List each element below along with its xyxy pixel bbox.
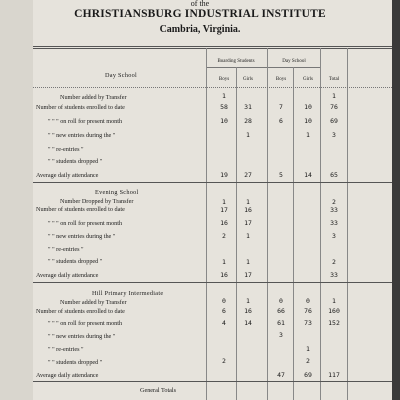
day-school-title: Day School [105, 72, 138, 79]
boarding-students-header: Boarding Students [217, 59, 255, 64]
cell: 2 [332, 198, 336, 206]
cell: 3 [279, 331, 283, 339]
cell: 76 [330, 103, 338, 111]
col-line [206, 48, 207, 400]
row-label: Average daily attendance [36, 372, 99, 379]
row-label: Average daily attendance [36, 272, 99, 279]
cell: 17 [244, 271, 252, 279]
cell: 16 [220, 271, 228, 279]
hill-primary-title: Hill Primary Intermediate [92, 290, 164, 297]
cell: 69 [304, 371, 312, 379]
col-boys-boarding: Boys [218, 77, 230, 82]
cell: 33 [330, 206, 338, 214]
row-label: " " " on roll for present month [48, 320, 123, 327]
cell: 3 [332, 131, 336, 139]
cell: 152 [328, 319, 340, 327]
col-girls-boarding: Girls [243, 77, 253, 82]
page-left-margin [0, 0, 33, 400]
col-line [267, 48, 268, 400]
section-rule [33, 381, 392, 382]
cell: 1 [306, 131, 310, 139]
cell: 1 [222, 92, 226, 100]
cell: 47 [277, 371, 285, 379]
col-girls-day: Girls [303, 77, 313, 82]
cell: 31 [244, 103, 252, 111]
top-rule-2 [33, 48, 392, 49]
cell: 1 [246, 258, 250, 266]
cell: 19 [220, 171, 228, 179]
cell: 73 [304, 319, 312, 327]
cell: 4 [222, 319, 226, 327]
cell: 0 [222, 297, 226, 305]
cell: 17 [220, 206, 228, 214]
cell: 10 [304, 117, 312, 125]
cell: 7 [279, 103, 283, 111]
cell: 1 [332, 297, 336, 305]
cell: 1 [332, 92, 336, 100]
col-line [320, 48, 321, 400]
row-label: Number of students enrolled to date [36, 206, 125, 213]
cell: 1 [222, 198, 226, 206]
cell: 1 [222, 258, 226, 266]
row-label: " " new entries during the " [48, 132, 116, 139]
institute-location: Cambria, Virginia. [159, 24, 241, 35]
cell: 61 [277, 319, 285, 327]
cell: 6 [279, 117, 283, 125]
cell: 14 [304, 171, 312, 179]
col-line [347, 48, 348, 400]
cell: 1 [246, 198, 250, 206]
row-label: Average daily attendance [36, 172, 99, 179]
cell: 14 [244, 319, 252, 327]
row-label: " " re-entries " [48, 346, 84, 353]
row-label: " " students dropped " [48, 158, 103, 165]
cell: 1 [246, 131, 250, 139]
cell: 2 [306, 357, 310, 365]
cell: 0 [279, 297, 283, 305]
cell: 69 [330, 117, 338, 125]
cell: 1 [246, 232, 250, 240]
institute-title: CHRISTIANSBURG INDUSTRIAL INSTITUTE [74, 8, 326, 20]
cell: 117 [328, 371, 340, 379]
cell: 2 [222, 232, 226, 240]
row-label: " " re-entries " [48, 246, 84, 253]
col-line [293, 67, 294, 400]
cell: 27 [244, 171, 252, 179]
row-label: Number added by Transfer [60, 299, 127, 306]
cell: 160 [328, 307, 340, 315]
col-line [236, 67, 237, 400]
cell: 10 [304, 103, 312, 111]
section-rule [33, 282, 392, 283]
day-school-header: Day School [282, 59, 306, 64]
cell: 33 [330, 219, 338, 227]
row-rule [33, 87, 392, 88]
cell: 2 [332, 258, 336, 266]
cell: 3 [332, 232, 336, 240]
cell: 33 [330, 271, 338, 279]
cell: 66 [277, 307, 285, 315]
cell: 16 [244, 206, 252, 214]
header-of-the: of the [190, 0, 210, 8]
page-right-edge [392, 0, 400, 400]
header-divider [206, 67, 320, 68]
row-label: Number of students enrolled to date [36, 104, 125, 111]
section-rule [33, 182, 392, 183]
row-label: " " " on roll for present month [48, 118, 123, 125]
cell: 28 [244, 117, 252, 125]
row-label: Number Dropped by Transfer [60, 198, 134, 205]
row-label: Number of students enrolled to date [36, 308, 125, 315]
evening-school-title: Evening School [95, 189, 139, 196]
cell: 16 [220, 219, 228, 227]
col-boys-day: Boys [275, 77, 287, 82]
row-label: Number added by Transfer [60, 94, 127, 101]
row-label: " " students dropped " [48, 359, 103, 366]
cell: 10 [220, 117, 228, 125]
top-rule [33, 46, 392, 47]
row-label: " " new entries during the " [48, 233, 116, 240]
cell: 1 [306, 345, 310, 353]
row-label: " " students dropped " [48, 258, 103, 265]
cell: 58 [220, 103, 228, 111]
general-totals-label: General Totals [140, 387, 177, 394]
cell: 0 [306, 297, 310, 305]
cell: 65 [330, 171, 338, 179]
row-label: " " new entries during the " [48, 333, 116, 340]
cell: 5 [279, 171, 283, 179]
cell: 17 [244, 219, 252, 227]
row-label: " " re-entries " [48, 146, 84, 153]
cell: 2 [222, 357, 226, 365]
row-label: " " " on roll for present month [48, 220, 123, 227]
cell: 16 [244, 307, 252, 315]
cell: 76 [304, 307, 312, 315]
col-total: Total [328, 77, 340, 82]
cell: 1 [246, 297, 250, 305]
cell: 6 [222, 307, 226, 315]
